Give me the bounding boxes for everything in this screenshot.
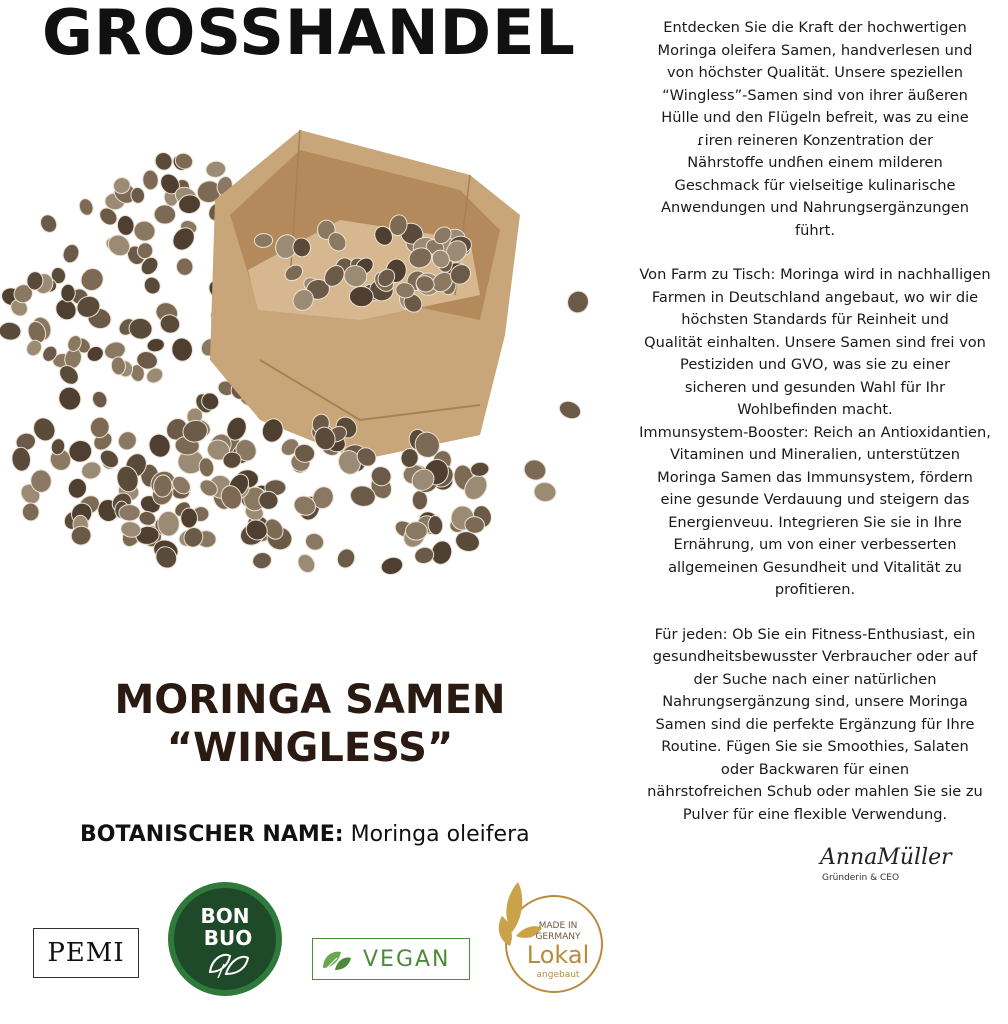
seed [564,288,592,316]
description-line: nährstofreichen Schub oder mahlen Sie sie zu [647,783,983,800]
pemi-logo-text: PEMI [47,938,125,968]
seed [77,197,95,217]
page-headline: GROSSHANDEL [42,0,576,69]
lokal-sub: angebaut [536,970,580,980]
description-line: oder Backwaren für einen [720,760,910,778]
leaf-icon [319,944,353,974]
description-line: von höchster Qualität. Unsere speziellen [667,64,963,81]
vegan-badge [312,938,470,980]
description-paragraph-3 [618,624,1008,827]
seed [115,428,140,454]
description-line: Von Farm zu Tisch: Moringa wird in nachhalligen [639,266,991,283]
description-line: Geschmack für vielseitige kulinarische [674,176,956,194]
description-line: Ernährung, um von einer verbesserten [673,536,957,553]
seed [90,389,109,410]
seed [152,150,175,173]
description-line: “Wingless”-Samen sind von ihrer äußeren [662,86,968,104]
seed [66,477,88,500]
seed [0,321,22,341]
seed [334,546,358,571]
description-line: der Suche nach einer natürlichen [693,670,937,688]
description-line: Entdecken Sie die Kraft der hochwertigen [663,19,967,36]
description-line: ɾiren reineren Konzentration der [696,131,934,149]
pemi-logo [33,928,139,978]
seed [521,457,549,484]
seed [251,551,273,571]
description-line: Moringa Samen das Immunsystem, fördern [657,468,973,486]
seed [22,502,40,522]
vegan-text: VEGAN [363,946,451,972]
description-line: Nährstoffe undɦen einem milderen [687,154,943,171]
description-line: höchsten Standards für Reinheit und [681,311,949,328]
description-line: Moringa oleifera Samen, handverlesen und [657,41,973,59]
seed [55,384,84,414]
seed [37,212,59,235]
signature: AnnaMüller [820,845,952,870]
seed [157,511,179,536]
lokal-logo [496,876,604,998]
seed [379,555,405,577]
bonbuo-logo [166,880,284,998]
description-line: Anwendungen und Nahrungsergänzungen [661,199,969,216]
description-line: Pestiziden und GVO, was sie zu einer [680,356,950,373]
seed [141,274,163,296]
seed [142,170,159,191]
seed [111,356,127,375]
botanical-value: Moringa oleifera [343,822,530,847]
description-paragraph-2 [618,264,1008,602]
description-line: Vitaminen und Mineralien, unterstützen [670,446,960,463]
description-line: allgemeinen Gesundheit und Vitalität zu [668,558,962,576]
signature-role: Gründerin & CEO [822,873,900,883]
description-paragraph-1 [618,17,1008,242]
lokal-big: Lokal [526,941,590,969]
description-line: sicheren und gesunden Wahl für Ihr [684,378,946,396]
bonbuo-text-1: BON [200,904,250,928]
description-line: Immunsystem-Booster: Reich an Antioxidantien, [639,423,991,441]
description-line: profitieren. [774,581,856,598]
seed [533,481,557,503]
seed [119,505,140,521]
description [618,17,1008,826]
seed [181,508,198,528]
description-line: gesundheitsbewusster Verbraucher oder auf [652,648,978,665]
seed [303,531,326,553]
description-line: Routine. Fügen Sie sie Smoothies, Salaten [661,738,969,755]
description-line: Hülle und den Flügeln befreit, was zu eine [661,109,969,126]
description-line: Pulver für eine flexible Verwendung. [682,805,948,823]
product-title-line1: MORINGA SAMEN [114,677,506,723]
seed [116,215,135,237]
description-line: führt. [795,221,835,239]
seed [79,459,103,482]
seed [170,337,194,363]
seed [557,398,584,422]
seed [406,522,428,540]
botanical-name [80,822,530,847]
seed [412,490,428,510]
seed [205,160,227,179]
description-line: eine gesunde Verdauung und steigern das [660,491,970,508]
seed [146,337,166,353]
description-line: Qualität einhalten. Unsere Samen sind frei von [644,333,986,351]
lokal-small-1: MADE IN [538,921,578,931]
seed [132,219,158,244]
seed [154,205,176,225]
botanical-label: BOTANISCHER NAME: [80,822,344,847]
description-line: Samen sind die perfekte Ergänzung für Ihre [655,715,975,733]
seed [61,284,76,302]
description-line: Nahrungsergänzung sind, unsere Moringa [662,693,968,710]
lokal-small-2: GERMANY [535,932,581,942]
seed [60,242,81,265]
seed [175,257,194,277]
description-line: Für jeden: Ob Sie ein Fitness-Enthusiast, ein [654,625,976,643]
description-line: Wohlbefinden macht. [737,401,893,418]
bonbuo-text-2: BUO [203,926,253,950]
product-photo [0,120,600,590]
description-line: Farmen in Deutschland angebaut, wo wir die [651,288,979,306]
description-line: Energienveuu. Integrieren Sie sie in Ihre [668,513,962,531]
product-title-line2: “WINGLESS” [166,725,454,771]
seed [295,551,319,576]
